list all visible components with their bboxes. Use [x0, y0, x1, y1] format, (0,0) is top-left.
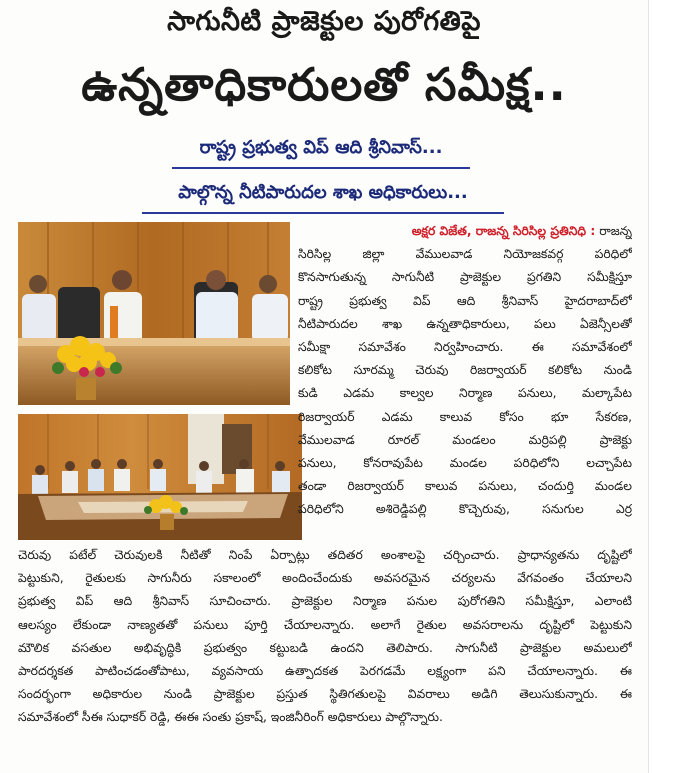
subheading-2: పాల్గొన్న నీటిపారుదల శాఖ అధికారులు... [142, 182, 504, 214]
text-line: మౌలిక వసతుల అభివృద్ధికి ప్రభుత్వం కట్టుబడి ఉందని తెలిపారు. సాగునీటి ప్రాజెక్టుల అమలులో [18, 640, 632, 655]
text-line: పనులు, కోనరావుపేట మండల పరిధిలోని లచ్చాపేట [298, 455, 632, 470]
byline: అక్షర విజేత, రాజన్న సిరిసిల్ల ప్రతినిధి : [411, 224, 596, 238]
headline-kicker: సాగునీటి ప్రాజెక్టుల పురోగతిపై [167, 6, 481, 37]
text-line: పరిధిలోని అశిరెడ్డిపల్లి కొచ్చెరువు, సనుగుల ఎర్ర [298, 502, 632, 517]
text-line: వేములవాడ రూరల్ మండలం మర్రిపల్లి ప్రాజెక్టు [298, 432, 632, 447]
text-line: సమీక్షా సమావేశం నిర్వహించారు. ఈ సమావేశంలో [298, 339, 632, 354]
subheading-1: రాష్ట్ర ప్రభుత్వ విప్ ఆది శ్రీనివాస్... [172, 137, 470, 169]
meeting-photo-2 [18, 414, 302, 540]
article-body-full-width [18, 544, 632, 730]
text-line: నీటిపారుదల శాఖ ఉన్నతాధికారులు, పలు ఏజెన్సీలతో [298, 316, 632, 331]
text-line: ఆలస్యం లేకుండా నాణ్యతతో పనులు పూర్తి చేయాలన్నారు. అలాగే రైతుల అవసరాలను దృష్టిలో పెట్టుకుని [18, 617, 632, 632]
text-line: రిజర్వాయర్ ఎడమ కాలువ కోసం భూ సేకరణ, [298, 409, 632, 424]
headline-main: ఉన్నతాధికారులతో సమీక్ష.. [81, 58, 567, 111]
text-line-segment: రాజన్న [599, 224, 632, 238]
text-line: సందర్భంగా అధికారుల నుండి ప్రాజెక్టుల ప్రస్తుత స్థితిగతులపై వివరాలు అడిగి తెలుసుకున్నారు. ఈ [18, 687, 632, 702]
text-line: తండా రిజర్వాయర్ కాలువ పనులు, చందుర్తి మండల [298, 479, 632, 494]
text-line: రాష్ట్ర ప్రభుత్వ విప్ ఆది శ్రీనివాస్ హైదరాబాద్‌లో [298, 293, 632, 308]
text-line [298, 220, 632, 243]
text-line: కొనసాగుతున్న సాగునీటి ప్రాజెక్టుల ప్రగతిని సమీక్షిస్తూ [298, 270, 632, 285]
text-line: పెట్టుకుని, రైతులకు సాగునీరు సకాలంలో అందించేందుకు అవసరమైన చర్యలను వేగవంతం చేయాలని [18, 571, 632, 586]
text-line: సమావేశంలో సీఈ సుధాకర్ రెడ్డి, ఈఈ సంతు ప్రకాష్, ఇంజినీరింగ్ అధికారులు పాల్గొన్నారు. [18, 710, 443, 725]
text-line: సిరిసిల్ల జిల్లా వేములవాడ నియోజకవర్గ పరిధిలో [298, 247, 632, 262]
text-line: ప్రభుత్వ విప్ ఆది శ్రీనివాస్ సూచించారు. ప్రాజెక్టుల నిర్మాణ పనుల పురోగతిని సమీక్షిస్తూ, ఎలాంటి [18, 594, 632, 609]
text-line: చెరువు పటేల్ చెరువులకి నీటితో నింపే ఏర్పాట్లు తదితర అంశాలపై చర్చించారు. ప్రాధాన్యతను దృష్టిలో [18, 548, 632, 562]
text-line: కుడి ఎడమ కాల్వల నిర్మాణ పనులు, మల్కాపేట [298, 386, 632, 401]
article-body-column [298, 220, 632, 521]
meeting-photo-1 [18, 222, 290, 405]
text-line: పారదర్శకత పాటించడంతోపాటు, వ్యవసాయ ఉత్పాదకత పెరగడమే లక్ష్యంగా పని చేయాలన్నారు. ఈ [18, 663, 632, 678]
text-line: కలికోట సూరమ్మ చెరువు రిజర్వాయర్ కలికోట నుండి [298, 363, 632, 378]
